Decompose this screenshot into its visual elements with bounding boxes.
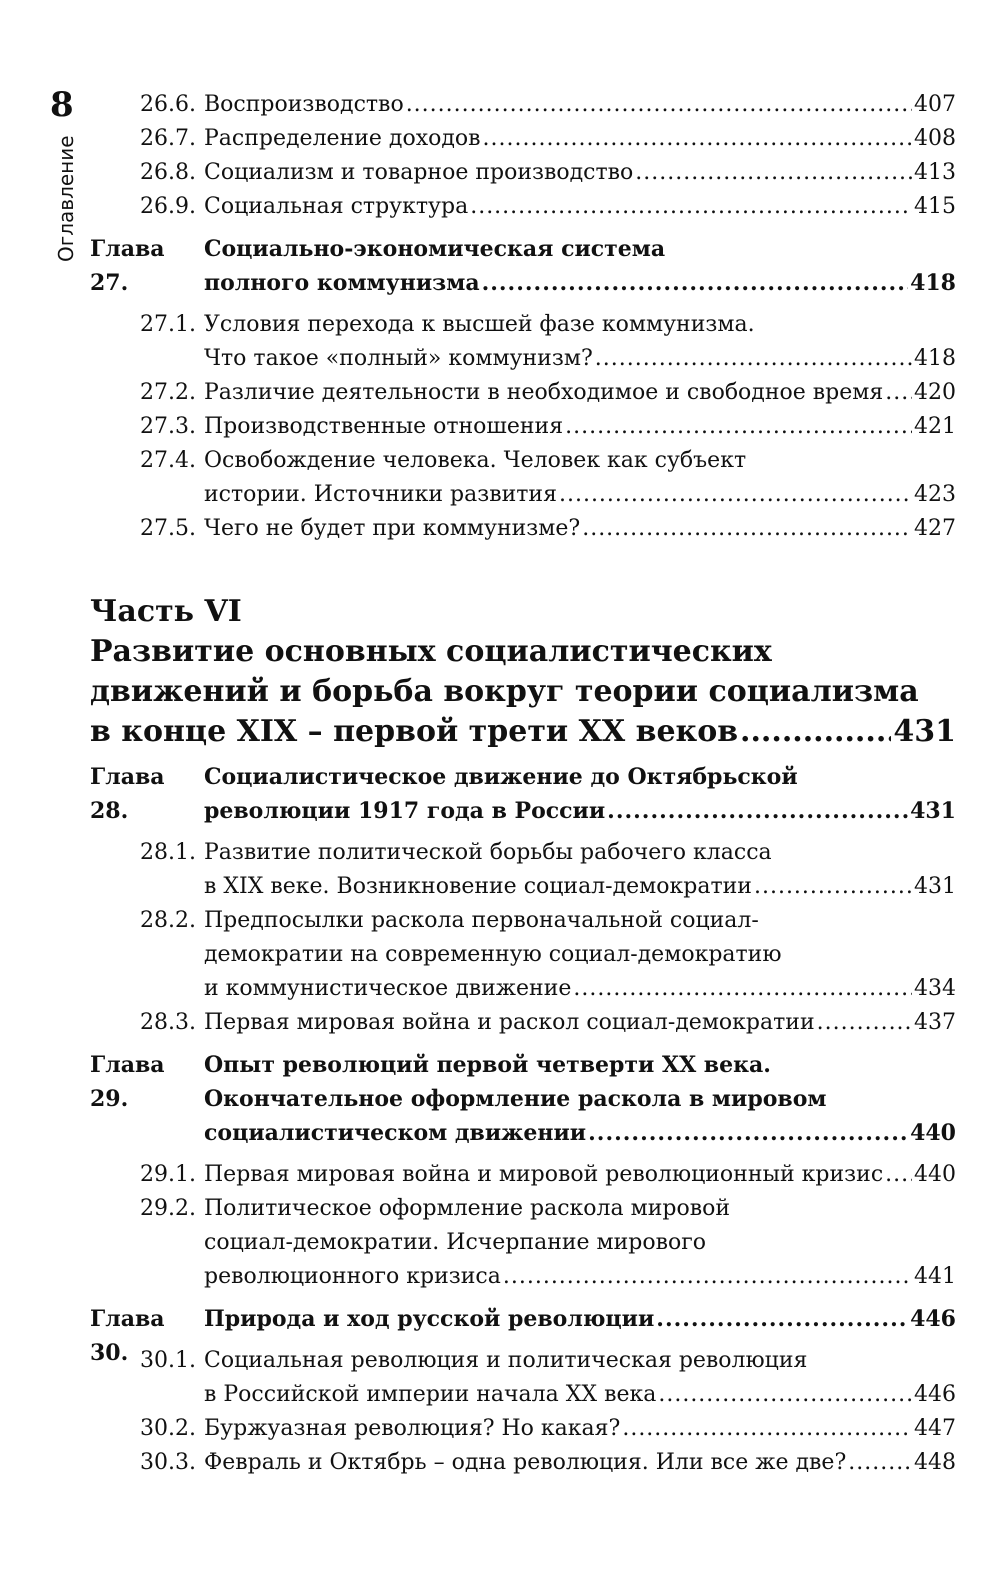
section-title: в XIX веке. Возникновение социал-демократии [204,874,752,899]
toc-entry[interactable] [90,88,956,122]
page-ref: 447 [914,1416,956,1441]
section-number: 27.1. [140,312,196,337]
section-title-line: Условия перехода к высшей фазе коммунизма. [204,312,755,337]
section-number: 26.8. [140,160,196,185]
section-title: Воспроизводство [204,92,404,117]
page-ref: 437 [914,1010,956,1035]
page-ref: 407 [914,92,956,117]
section-title: в Российской империи начала XX века [204,1382,657,1407]
toc-entry[interactable] [90,1192,956,1294]
section-title-line: Предпосылки раскола первоначальной социал- [204,908,759,933]
chapter-title-line: Окончательное оформление раскола в мировом [204,1086,827,1112]
toc-entry[interactable] [90,156,956,190]
running-title: Оглавление [54,135,78,262]
section-number: 29.2. [140,1196,196,1221]
section-number: 30.1. [140,1348,196,1373]
page-ref: 418 [910,270,956,296]
section-title: Буржуазная революция? Но какая? [204,1416,621,1441]
page-ref: 408 [914,126,956,151]
page-ref: 423 [914,482,956,507]
page-ref: 448 [914,1450,956,1475]
chapter-title-line: Опыт революций первой четверти XX века. [204,1052,771,1078]
section-number: 27.2. [140,380,196,405]
chapter-title-line: Социалистическое движение до Октябрьской [204,764,798,790]
toc-part[interactable] [90,592,956,752]
section-title: Февраль и Октябрь – одна революция. Или все же две? [204,1450,847,1475]
section-title: и коммунистическое движение [204,976,572,1001]
section-title-line: Социальная революция и политическая революция [204,1348,808,1373]
page-ref: 440 [914,1162,956,1187]
chapter-title-line: Природа и ход русской революции [204,1306,655,1332]
chapter-number: Глава 28. [90,764,165,824]
section-title-line: Политическое оформление раскола мировой [204,1196,731,1221]
section-title: Первая мировая война и раскол социал-демократии [204,1010,815,1035]
toc-entry[interactable] [90,1344,956,1412]
part-title-line: Развитие основных социалистических [90,634,772,669]
page-ref: 413 [914,160,956,185]
page-ref: 431 [893,714,956,749]
section-title-line: Освобождение человека. Человек как субъект [204,448,747,473]
section-number: 26.9. [140,194,196,219]
section-title: Социальная структура [204,194,469,219]
page-ref: 418 [914,346,956,371]
toc-chapter[interactable] [90,760,956,828]
toc-entry[interactable] [90,1006,956,1040]
page-ref: 420 [914,380,956,405]
toc-entry[interactable] [90,410,956,444]
section-number: 29.1. [140,1162,196,1187]
section-title: революционного кризиса [204,1264,501,1289]
toc-entry[interactable] [90,376,956,410]
section-title-line: Развитие политической борьбы рабочего класса [204,840,772,865]
toc-entry[interactable] [90,904,956,1006]
section-number: 28.3. [140,1010,196,1035]
page-number: 8 [50,85,74,125]
toc-chapter[interactable] [90,232,956,300]
page-ref: 415 [914,194,956,219]
chapter-title-line: социалистическом движении [204,1120,587,1146]
page-ref: 440 [910,1120,956,1146]
section-title: Производственные отношения [204,414,564,439]
page-ref: 421 [914,414,956,439]
toc-entry[interactable] [90,836,956,904]
page-ref: 441 [914,1264,956,1289]
toc-entry[interactable] [90,190,956,224]
toc-entry[interactable] [90,1412,956,1446]
section-title: Распределение доходов [204,126,481,151]
page-ref: 446 [910,1306,956,1332]
section-number: 27.4. [140,448,196,473]
chapter-number: Глава 27. [90,236,165,296]
section-number: 27.3. [140,414,196,439]
section-number: 30.3. [140,1450,196,1475]
toc-chapter[interactable] [90,1048,956,1150]
chapter-title-line: Социально-экономическая система [204,236,666,262]
section-title-line: демократии на современную социал-демократию [204,942,782,967]
section-title: Различие деятельности в необходимое и свободное время [204,380,884,405]
section-number: 26.7. [140,126,196,151]
chapter-number: Глава 29. [90,1052,165,1112]
toc-entry[interactable] [90,1446,956,1480]
toc-entry[interactable] [90,1158,956,1192]
section-title: Социализм и товарное производство [204,160,634,185]
section-title: Первая мировая война и мировой революционный кризис [204,1162,884,1187]
toc-entry[interactable] [90,444,956,512]
section-title-line: социал-демократии. Исчерпание мирового [204,1230,707,1255]
part-label: Часть VI [90,594,242,629]
toc-entry[interactable] [90,122,956,156]
section-title: истории. Источники развития [204,482,557,507]
section-number: 28.2. [140,908,196,933]
page-ref: 431 [914,874,956,899]
section-title: Что такое «полный» коммунизм? [204,346,593,371]
section-number: 27.5. [140,516,196,541]
part-title-line: движений и борьба вокруг теории социализма [90,674,919,709]
section-number: 30.2. [140,1416,196,1441]
table-of-contents [90,88,956,1480]
page-ref: 446 [914,1382,956,1407]
chapter-title-line: революции 1917 года в России [204,798,606,824]
section-number: 28.1. [140,840,196,865]
section-number: 26.6. [140,92,196,117]
page-ref: 434 [914,976,956,1001]
page-ref: 427 [914,516,956,541]
section-title: Чего не будет при коммунизме? [204,516,581,541]
page-ref: 431 [910,798,956,824]
toc-entry[interactable] [90,308,956,376]
chapter-title-line: полного коммунизма [204,270,480,296]
part-title-line: в конце XIX – первой трети XX веков [90,714,739,749]
chapter-number: Глава 30. [90,1306,165,1366]
toc-entry[interactable] [90,512,956,546]
